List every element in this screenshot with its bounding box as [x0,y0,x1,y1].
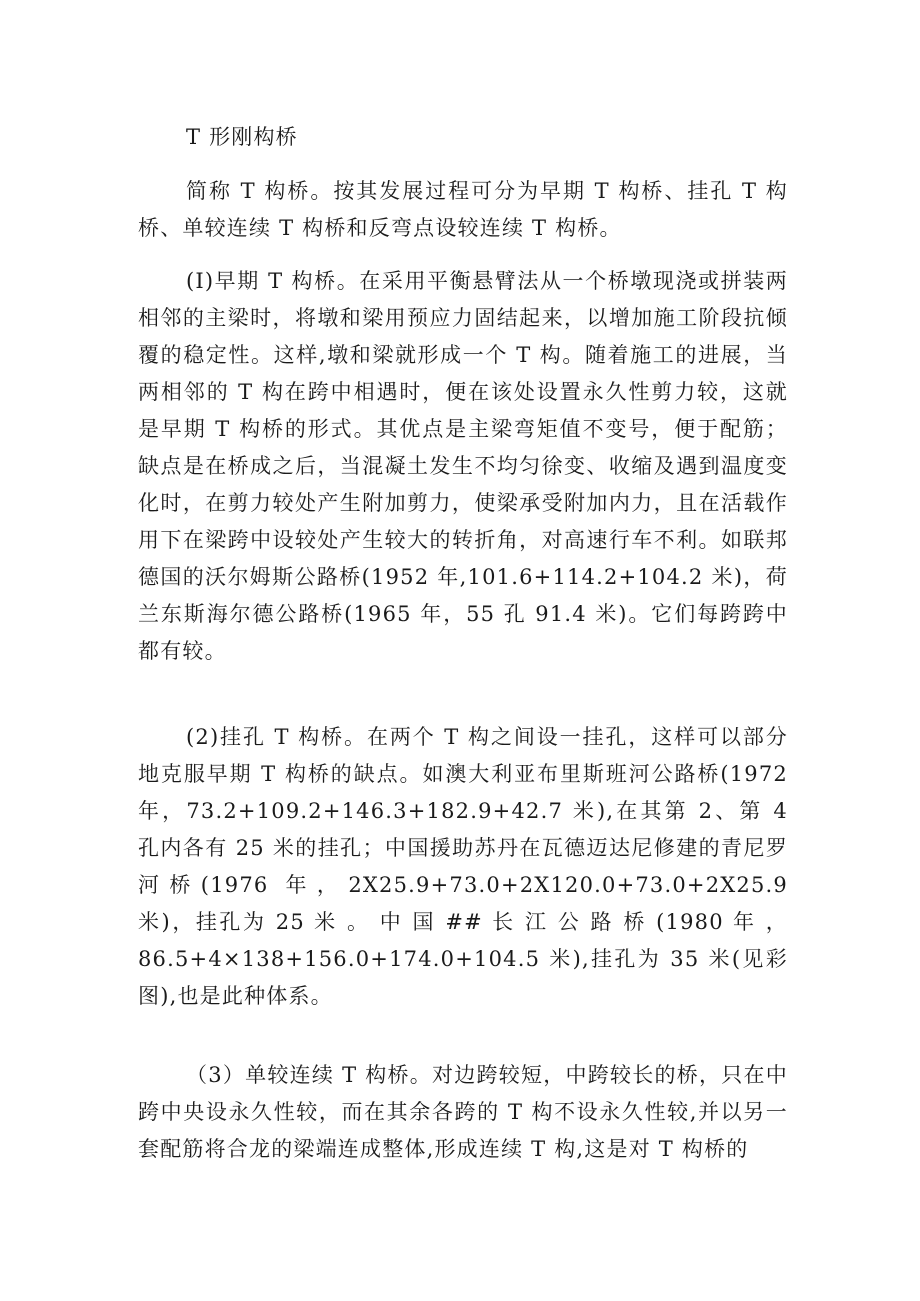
paragraph-early-t-bridge: (I)早期 T 构桥。在采用平衡悬臂法从一个桥墩现浇或拼装两相邻的主梁时，将墩和梁用预应力固结起来，以增加施工阶段抗倾覆的稳定性。这样,墩和梁就形成一个 T 构。随着施工的进展，当两相邻的 T 构在跨中相遇时，便在该处设置永久性剪力较，这就是早期 T 构桥的形式。其优点是主梁弯矩值不变号，便于配筋；缺点是在桥成之后，当混凝土发生不均匀徐变、收缩及遇到温度变化时，在剪力较处产生附加剪力，使梁承受附加内力，且在活载作用下在梁跨中设较处产生较大的转折角，对高速行车不利。如联邦德国的沃尔姆斯公路桥(1952 年,101.6+114.2+104.2 米)，荷兰东斯海尔德公路桥(1965 年，55 孔 91.4 米)。它们每跨跨中都有较。 [138,269,788,663]
paragraph-intro: 简称 T 构桥。按其发展过程可分为早期 T 构桥、挂孔 T 构桥、单较连续 T 构桥和反弯点设较连续 T 构桥。 [138,179,788,240]
paragraph-single-hinge-continuous-t-bridge: （3）单较连续 T 构桥。对边跨较短，中跨较长的桥，只在中跨中央设永久性较，而在其余各跨的 T 构不设永久性较,并以另一套配筋将合龙的梁端连成整体,形成连续 T 构,这是对 T 构桥的 [138,1063,788,1161]
paragraph-suspended-span-t-bridge: (2)挂孔 T 构桥。在两个 T 构之间设一挂孔，这样可以部分地克服早期 T 构桥的缺点。如澳大利亚布里斯班河公路桥(1972 年，73.2+109.2+146.3+182.9+42.7 米),在其第 2、第 4 孔内各有 25 米的挂孔；中国援助苏丹在瓦德迈达尼修建的青尼罗河桥(1976 年，2X25.9+73.0+2X120.0+73.0+2X25.9 米)，挂孔为 25 米 。 中 国 ## 长 江 公 路 桥 (1980 年 ，86.5+4×138+156.0+174.0+104.5 米),挂孔为 35 米(见彩图),也是此种体系。 [138,725,788,1008]
document-title: T 形刚构桥 [186,125,298,149]
